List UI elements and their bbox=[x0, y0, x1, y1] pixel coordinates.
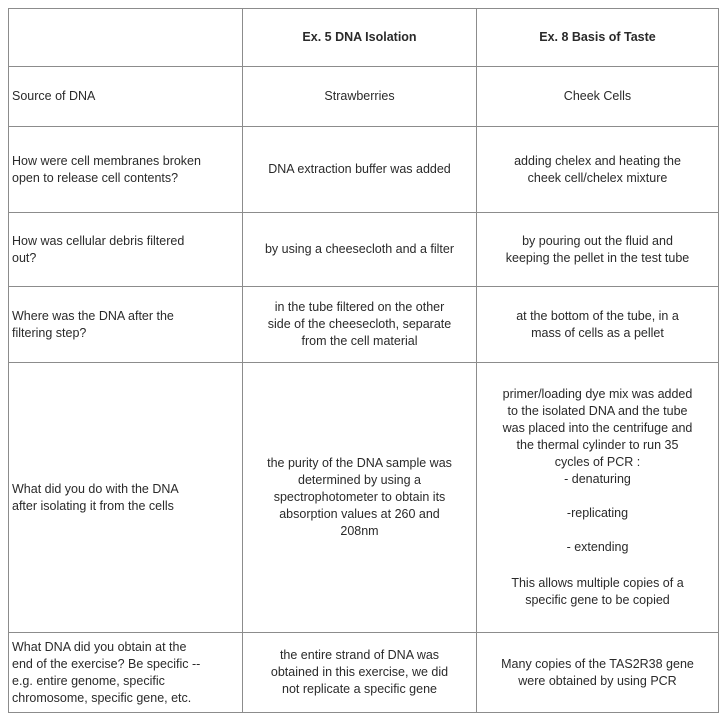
question-text: Source of DNA bbox=[12, 89, 96, 103]
ex8-pcr-intro-text: cycles of PCR : bbox=[554, 455, 641, 469]
question-cell bbox=[9, 67, 243, 127]
ex5-answer-text: DNA extraction buffer was added bbox=[268, 162, 451, 176]
ex8-answer-text: keeping the pellet in the test tube bbox=[505, 250, 690, 265]
question-text: after isolating it from the cells bbox=[12, 498, 174, 513]
question-text: How was cellular debris filtered bbox=[12, 233, 185, 248]
ex5-answer-cell bbox=[243, 213, 477, 287]
ex8-answer-text: cheek cell/chelex mixture bbox=[527, 170, 668, 185]
ex5-answer-text: 208nm bbox=[340, 524, 379, 538]
ex8-pcr-outro-text: specific gene to be copied bbox=[525, 593, 670, 607]
ex5-answer-text: not replicate a specific gene bbox=[282, 682, 437, 696]
ex5-answer-cell bbox=[243, 67, 477, 127]
ex5-answer-text: obtained in this exercise, we did bbox=[270, 665, 449, 679]
ex8-answer-cell bbox=[477, 127, 719, 213]
question-text: e.g. entire genome, specific bbox=[12, 673, 165, 688]
question-text: What DNA did you obtain at the bbox=[12, 639, 187, 654]
ex5-answer-text: the entire strand of DNA was bbox=[279, 648, 440, 662]
header-row bbox=[9, 9, 719, 67]
header-ex5: Ex. 5 DNA Isolation bbox=[243, 9, 477, 67]
ex8-answer-text: were obtained by using PCR bbox=[518, 673, 677, 688]
table-row bbox=[9, 213, 719, 287]
question-text: How were cell membranes broken bbox=[12, 153, 201, 168]
ex5-answer-text: by using a cheesecloth and a filter bbox=[264, 242, 454, 256]
table-row bbox=[9, 633, 719, 713]
ex5-answer-text: side of the cheesecloth, separate bbox=[267, 317, 452, 331]
ex5-answer-cell bbox=[243, 287, 477, 363]
question-text: What did you do with the DNA bbox=[12, 481, 179, 496]
pcr-step-extending: - extending bbox=[566, 540, 629, 554]
ex8-answer-cell bbox=[477, 633, 719, 713]
ex5-answer-text: in the tube filtered on the other bbox=[274, 300, 445, 314]
ex8-pcr-intro-text: was placed into the centrifuge and bbox=[502, 421, 693, 435]
ex8-answer-text: mass of cells as a pellet bbox=[531, 325, 664, 340]
question-text: end of the exercise? Be specific -- bbox=[12, 656, 201, 671]
question-text: Where was the DNA after the bbox=[12, 308, 174, 323]
ex5-answer-text: determined by using a bbox=[298, 473, 421, 487]
ex5-answer-cell bbox=[243, 363, 477, 633]
ex8-answer-text: by pouring out the fluid and bbox=[522, 233, 673, 248]
ex5-answer-cell bbox=[243, 633, 477, 713]
ex8-pcr-intro-text: primer/loading dye mix was added bbox=[502, 387, 693, 401]
table-row bbox=[9, 287, 719, 363]
ex5-answer-text: Strawberries bbox=[324, 89, 395, 103]
ex8-answer-text: Cheek Cells bbox=[563, 89, 632, 103]
ex8-answer-cell bbox=[477, 363, 719, 633]
header-blank-cell bbox=[9, 9, 243, 67]
question-text: open to release cell contents? bbox=[12, 170, 179, 185]
ex8-pcr-intro-text: the thermal cylinder to run 35 bbox=[516, 438, 679, 452]
ex5-answer-text: the purity of the DNA sample was bbox=[267, 456, 452, 470]
question-cell bbox=[9, 213, 243, 287]
table-row bbox=[9, 127, 719, 213]
question-text: chromosome, specific gene, etc. bbox=[12, 690, 192, 705]
table-row bbox=[9, 363, 719, 633]
ex8-answer-text: Many copies of the TAS2R38 gene bbox=[501, 656, 694, 671]
ex8-answer-text: adding chelex and heating the bbox=[514, 153, 681, 168]
ex5-answer-text: from the cell material bbox=[301, 334, 418, 348]
ex5-answer-cell bbox=[243, 127, 477, 213]
ex8-pcr-outro-text: This allows multiple copies of a bbox=[511, 576, 684, 590]
ex5-answer-text: spectrophotometer to obtain its bbox=[273, 490, 446, 504]
question-cell bbox=[9, 127, 243, 213]
ex8-answer-cell bbox=[477, 213, 719, 287]
question-cell bbox=[9, 633, 243, 713]
question-cell bbox=[9, 287, 243, 363]
pcr-step-denaturing: - denaturing bbox=[564, 472, 631, 486]
ex8-pcr-intro-text: to the isolated DNA and the tube bbox=[507, 404, 688, 418]
question-cell bbox=[9, 363, 243, 633]
ex5-answer-text: absorption values at 260 and bbox=[279, 507, 440, 521]
header-ex8: Ex. 8 Basis of Taste bbox=[477, 9, 719, 67]
ex8-answer-cell bbox=[477, 287, 719, 363]
comparison-table bbox=[8, 8, 719, 713]
ex8-answer-cell bbox=[477, 67, 719, 127]
ex8-answer-text: at the bottom of the tube, in a bbox=[516, 308, 679, 323]
question-text: filtering step? bbox=[12, 325, 87, 340]
pcr-step-replicating: -replicating bbox=[566, 506, 629, 520]
table-row bbox=[9, 67, 719, 127]
question-text: out? bbox=[12, 250, 37, 265]
